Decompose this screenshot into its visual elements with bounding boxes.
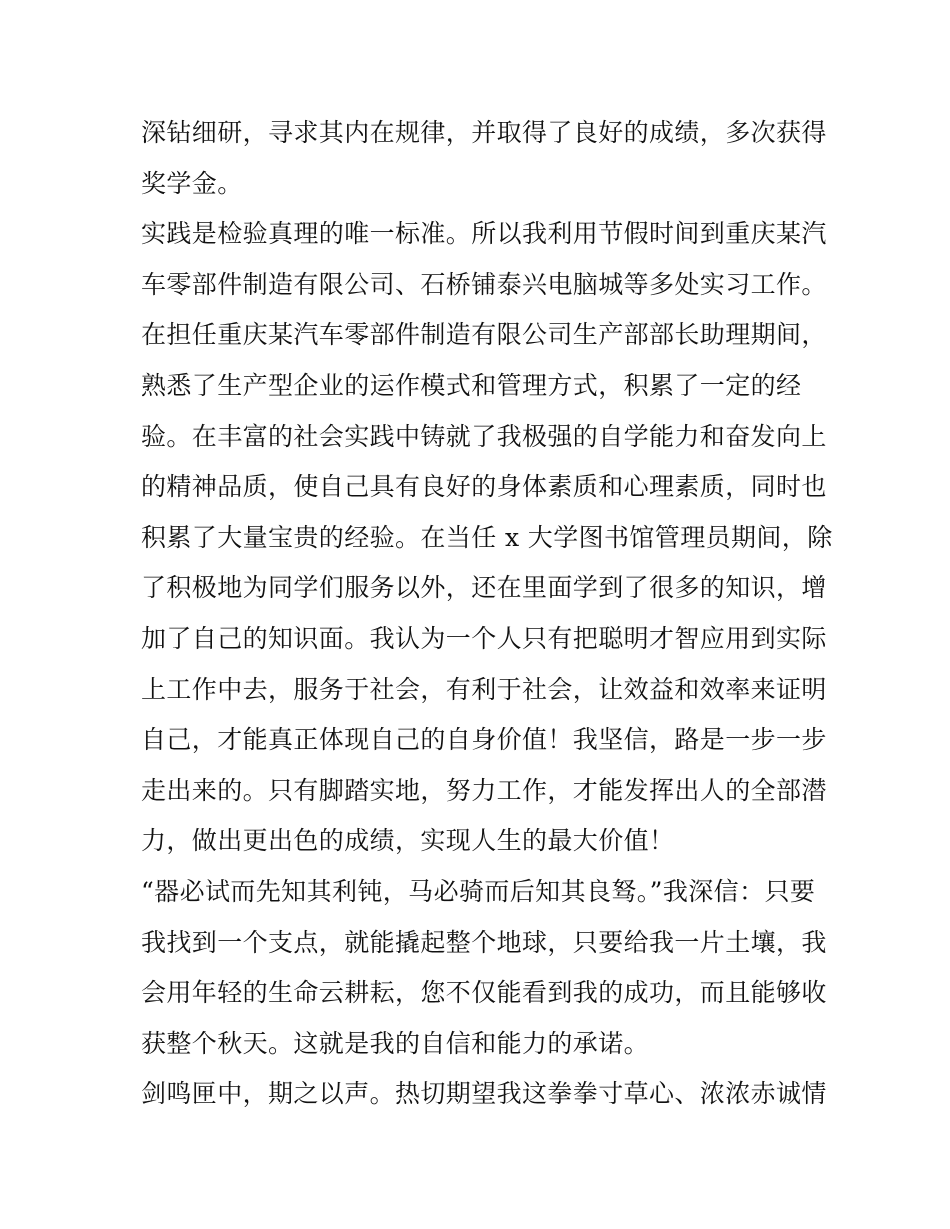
text-line: 我找到一个支点，就能撬起整个地球，只要给我一片土壤，我 <box>141 927 827 957</box>
text-line: 奖学金。 <box>141 168 243 198</box>
text-line: 自己，才能真正体现自己的自身价值！我坚信，路是一步一步 <box>141 725 827 755</box>
text-line: 积累了大量宝贵的经验。在当任 x 大学图书馆管理员期间，除 <box>141 522 833 552</box>
text-line: 熟悉了生产型企业的运作模式和管理方式，积累了一定的经 <box>141 370 802 400</box>
text-line: 力，做出更出色的成绩，实现人生的最大价值！ <box>141 826 675 856</box>
text-line: 实践是检验真理的唯一标准。所以我利用节假时间到重庆某汽 <box>141 219 827 249</box>
text-line: 验。在丰富的社会实践中铸就了我极强的自学能力和奋发向上 <box>141 421 827 451</box>
text-line: 在担任重庆某汽车零部件制造有限公司生产部部长助理期间， <box>141 320 827 350</box>
text-line: “器必试而先知其利钝，马必骑而后知其良驽。”我深信：只要 <box>141 876 816 906</box>
text-line: 加了自己的知识面。我认为一个人只有把聪明才智应用到实际 <box>141 623 827 653</box>
body-text <box>141 108 833 1120</box>
text-line: 深钻细研，寻求其内在规律，并取得了良好的成绩，多次获得 <box>141 118 827 147</box>
text-line: 了积极地为同学们服务以外，还在里面学到了很多的知识，增 <box>141 573 827 603</box>
text-line: 车零部件制造有限公司、石桥铺泰兴电脑城等多处实习工作。 <box>141 269 827 299</box>
text-line: 的精神品质，使自己具有良好的身体素质和心理素质，同时也 <box>141 472 827 502</box>
text-line: 上工作中去，服务于社会，有利于社会，让效益和效率来证明 <box>141 674 827 704</box>
text-line: 剑鸣匣中，期之以声。热切期望我这拳拳寸草心、浓浓赤诚情 <box>141 1079 827 1109</box>
text-line: 会用年轻的生命云耕耘，您不仅能看到我的成功，而且能够收 <box>141 978 827 1008</box>
text-line: 获整个秋天。这就是我的自信和能力的承诺。 <box>141 1028 650 1058</box>
text-line: 走出来的。只有脚踏实地，努力工作，才能发挥出人的全部潜 <box>141 775 827 805</box>
